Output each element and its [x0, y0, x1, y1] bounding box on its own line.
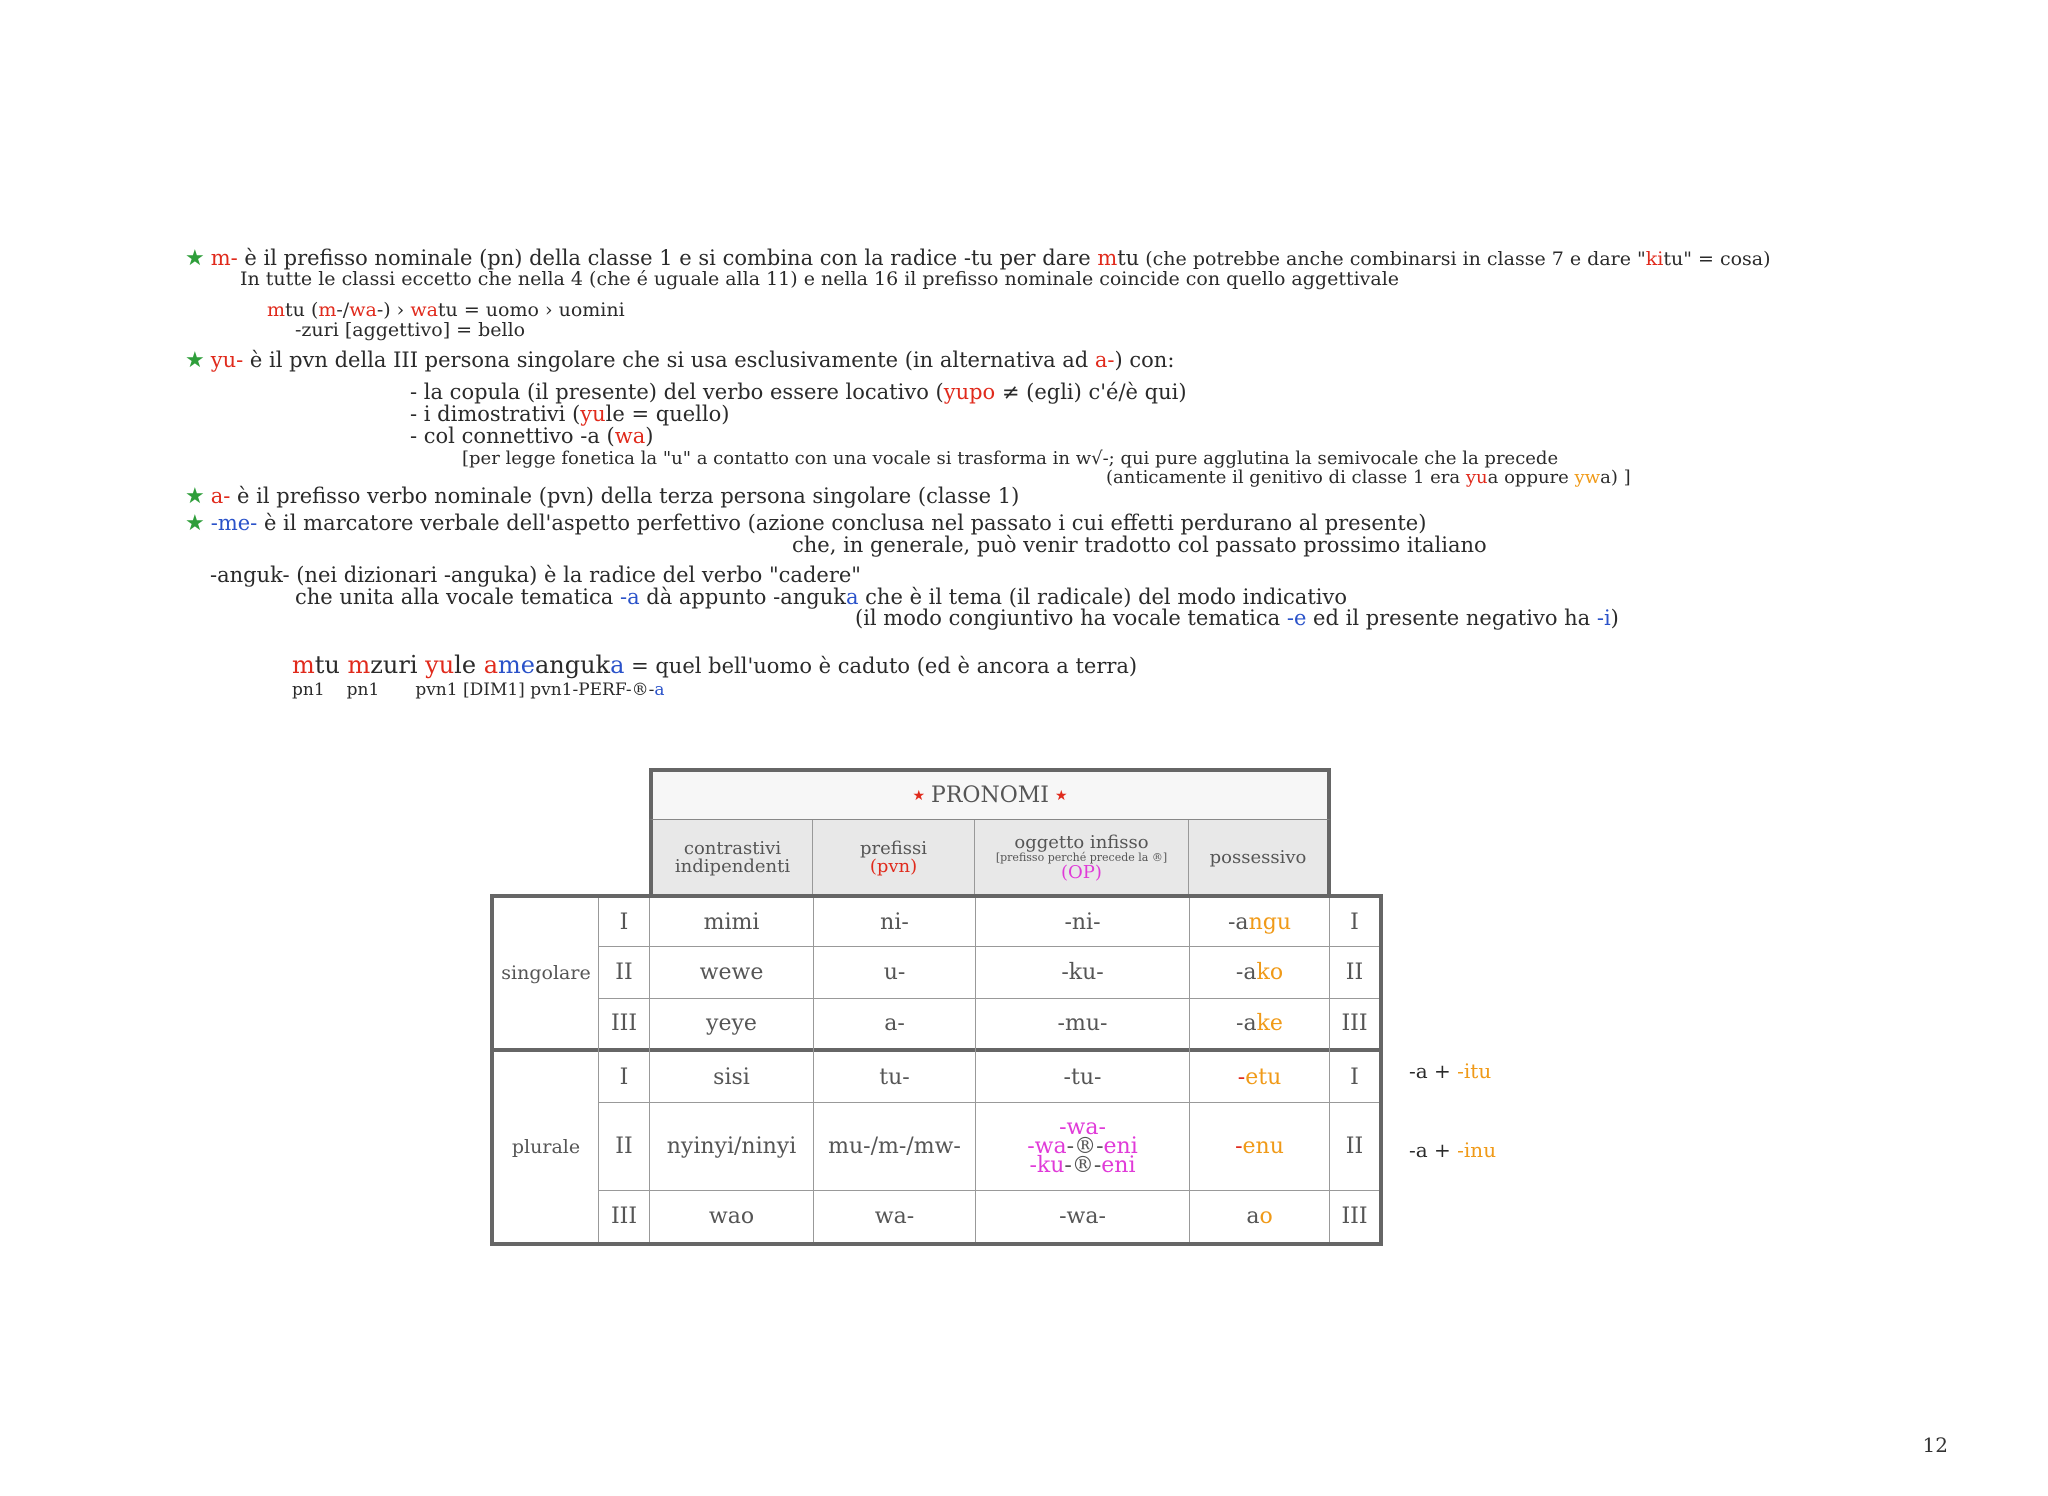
text: è il pvn della III persona singolare che si usa esclusivamente (in alternativa ad: [243, 348, 1095, 372]
header-label: indipendenti: [674, 856, 791, 877]
text: (che potrebbe anche combinarsi in classe 7 e dare ": [1139, 248, 1646, 270]
prefix-highlight: m: [267, 299, 286, 321]
marker-highlight: -me-: [210, 511, 258, 535]
prefix-highlight: yu: [1465, 467, 1488, 488]
text: - col connettivo -a (: [410, 424, 615, 448]
prefix-highlight: wa: [614, 424, 646, 448]
gloss-word: pvn1 [DIM1] pvn1-PERF-®-: [415, 680, 655, 700]
group-label-singolare: singolare: [501, 962, 591, 984]
vowel-highlight: -e: [1286, 606, 1307, 630]
possessive-suffix: o: [1259, 1204, 1273, 1229]
object-infix: -ni-: [1064, 909, 1101, 935]
object-infix: -mu-: [1057, 1011, 1108, 1036]
text: tu: [314, 651, 348, 679]
table-title: [649, 768, 1331, 820]
infix-part: -®-: [1066, 1134, 1104, 1159]
note-line-4: -zuri [aggettivo] = bello: [295, 319, 526, 341]
possessive-base: -a: [1235, 960, 1257, 985]
contrastive-pronoun: nyinyi/ninyi: [666, 1134, 797, 1159]
text: (il modo congiuntivo ha vocale tematica: [855, 606, 1287, 630]
text: per dare: [992, 246, 1098, 270]
contrastive-pronoun: wao: [708, 1204, 755, 1229]
text: tu (: [285, 299, 319, 321]
prefix-highlight: a: [483, 651, 498, 679]
possessive-suffix: ko: [1256, 960, 1284, 985]
note-line-13: che, in generale, può venir tradotto col passato prossimo italiano: [792, 533, 1487, 557]
object-infix: -wa-: [1059, 1204, 1106, 1229]
text: ed il presente negativo ha: [1306, 606, 1597, 630]
text: - la copula (il presente) del verbo essere locativo (: [410, 380, 944, 404]
prefix-highlight: yw: [1574, 467, 1601, 488]
possessive-base: -a: [1236, 1011, 1257, 1036]
possessive-suffix: ke: [1256, 1011, 1283, 1036]
prefix-highlight: yu-: [210, 348, 244, 372]
contrastive-pronoun: yeye: [706, 1011, 757, 1036]
possessive-base: -: [1237, 1064, 1246, 1090]
infix-part: eni: [1103, 1134, 1138, 1159]
text: (anticamente il genitivo di classe 1 era: [1106, 467, 1466, 488]
note-line-11: [185, 484, 1019, 509]
text: le = quello): [605, 402, 730, 426]
row-number: I: [619, 1064, 629, 1090]
text: le: [454, 651, 484, 679]
possessive-base: a: [1246, 1204, 1260, 1229]
prefix-highlight: m: [292, 651, 315, 679]
text: ): [1610, 606, 1619, 630]
row-number: III: [610, 1204, 638, 1229]
row-number-right: II: [1345, 960, 1364, 985]
gloss-word: a: [654, 680, 665, 700]
prefix-highlight: a-: [1094, 348, 1115, 372]
row-number-right: I: [1350, 1064, 1359, 1090]
star-icon: ★: [185, 246, 205, 271]
header-oggetto: [975, 820, 1189, 896]
text: che è il tema (il radicale) del modo indicativo: [858, 585, 1347, 609]
side-note-base: -a +: [1409, 1059, 1458, 1083]
text: tu = uomo › uomini: [437, 299, 625, 321]
possessive-suffix: enu: [1242, 1134, 1284, 1159]
note-line-8: [410, 424, 653, 448]
prefix-highlight: yupo: [943, 380, 996, 404]
note-line-2: In tutte le classi eccetto che nella 4 (che é uguale alla 11) e nella 16 il prefisso nominale coincide con quello aggettivale: [240, 268, 1400, 290]
page-number: 12: [1922, 1433, 1948, 1457]
note-line-3: [267, 299, 625, 321]
prefix-highlight: m: [347, 651, 371, 679]
note-line-10: [1106, 467, 1631, 488]
prefix-highlight: wa: [410, 299, 438, 321]
object-infix-form: [1029, 1153, 1136, 1178]
text: " = cosa): [1683, 248, 1771, 270]
row-number-right: III: [1341, 1204, 1368, 1229]
star-icon: ★: [185, 348, 205, 373]
object-infix-form: -wa-: [1059, 1115, 1106, 1140]
possessive: [1190, 1191, 1329, 1242]
note-line-16: [855, 606, 1619, 630]
prefix-highlight: m: [1097, 246, 1118, 270]
header-label: possessivo: [1209, 847, 1307, 868]
header-possessivo: [1189, 820, 1327, 896]
row-number: II: [615, 960, 633, 985]
vowel-highlight: a: [845, 585, 859, 609]
row-number-right: III: [1341, 1011, 1368, 1036]
side-note-suffix: -inu: [1457, 1138, 1497, 1162]
possessive-suffix: ngu: [1248, 909, 1291, 935]
text: - i dimostrativi (: [410, 402, 581, 426]
row-number-right: I: [1350, 909, 1359, 935]
note-line-7: [410, 402, 729, 426]
gloss-word: pn1: [292, 680, 325, 700]
prefix-highlight: m: [318, 299, 337, 321]
side-note: [1409, 1059, 1491, 1083]
infix-part: -®-: [1064, 1153, 1102, 1178]
example-sentence: [292, 651, 1137, 679]
translation: = quel bell'uomo è caduto (ed è ancora a terra): [624, 654, 1138, 678]
text: dà appunto -anguk: [639, 585, 846, 609]
star-icon: ★: [185, 511, 205, 536]
possessive: [1190, 898, 1329, 946]
verbal-prefix: mu-/m-/mw-: [828, 1134, 961, 1159]
text: tu: [1117, 246, 1140, 270]
text: è il marcatore verbale dell'aspetto perfettivo (azione conclusa nel passato i cui effetti perdurano al presente): [257, 511, 1427, 535]
object-infix: -ku-: [1061, 960, 1104, 985]
prefix-m: m-: [210, 246, 238, 270]
row-number: II: [615, 1134, 633, 1159]
gloss-word: pn1: [346, 680, 380, 700]
verbal-prefix: ni-: [880, 909, 909, 935]
text: zuri: [370, 651, 426, 679]
possessive: [1190, 1052, 1329, 1102]
text: ) con:: [1114, 348, 1175, 372]
verbal-prefix: wa-: [874, 1204, 915, 1229]
star-icon: ★: [1054, 787, 1068, 804]
infix-part: eni: [1101, 1153, 1136, 1178]
text: ): [645, 424, 654, 448]
side-note-base: -a +: [1409, 1138, 1458, 1162]
text: a) ]: [1600, 467, 1631, 488]
infix-part: -ku: [1029, 1153, 1065, 1178]
header-prefissi: [813, 820, 975, 896]
possessive: [1190, 1103, 1329, 1190]
side-note: [1409, 1138, 1496, 1162]
header-label: [prefisso perché precede la ®]: [995, 851, 1168, 864]
text: -/: [336, 299, 350, 321]
note-line-14: -anguk- (nei dizionari -anguka) è la radice del verbo "cadere": [210, 563, 861, 587]
text: tu: [1663, 248, 1684, 270]
prefix-highlight: ki: [1645, 248, 1664, 270]
text: a oppure: [1487, 467, 1575, 488]
prefix-highlight: yu: [580, 402, 606, 426]
row-number: I: [619, 909, 629, 935]
object-infix: [976, 1103, 1189, 1190]
text: anguk: [534, 651, 611, 679]
contrastive-pronoun: mimi: [703, 909, 760, 935]
side-note-suffix: -itu: [1457, 1059, 1492, 1083]
note-line-9: [per legge fonetica la "u" a contatto con una vocale si trasforma in w√-; qui pure agglutina la semivocale che la precede: [462, 448, 1559, 469]
text: è il prefisso nominale (pn) della classe 1 e si combina con la radice: [237, 246, 964, 270]
example-gloss: [292, 680, 665, 700]
text: -tu: [963, 246, 993, 270]
prefix-highlight: wa: [349, 299, 377, 321]
row-number: III: [610, 1011, 638, 1036]
table-title-text: PRONOMI: [931, 783, 1049, 808]
verbal-prefix: u-: [883, 960, 906, 985]
group-label-plurale: plurale: [511, 1136, 581, 1158]
verbal-prefix: a-: [884, 1011, 905, 1036]
possessive-base: -: [1235, 1134, 1243, 1159]
contrastive-pronoun: sisi: [713, 1064, 750, 1090]
text: che unita alla vocale tematica: [295, 585, 620, 609]
contrastive-pronoun: wewe: [699, 960, 764, 985]
header-label: contrastivi: [683, 838, 782, 859]
text: ≠ (egli) c'é/è qui): [995, 380, 1187, 404]
verbal-prefix: tu-: [879, 1064, 910, 1090]
vowel-highlight: -a: [619, 585, 640, 609]
note-line-5: [185, 348, 1174, 373]
star-icon: ★: [912, 787, 926, 804]
vowel-highlight: a: [610, 651, 625, 679]
possessive-suffix: etu: [1245, 1064, 1282, 1090]
text: -) ›: [376, 299, 411, 321]
prefix-highlight: a-: [210, 484, 231, 508]
vowel-highlight: -i: [1596, 606, 1611, 630]
possessive-base: -a: [1228, 909, 1249, 935]
header-label: (OP): [1061, 862, 1102, 883]
marker-highlight: me: [498, 651, 535, 679]
prefix-highlight: yu: [425, 651, 455, 679]
possessive: [1190, 999, 1329, 1048]
infix-part: -wa: [1027, 1134, 1067, 1159]
object-infix: -tu-: [1063, 1064, 1102, 1090]
header-contrastivi: [653, 820, 813, 896]
note-line-6: [410, 380, 1187, 404]
row-number-right: II: [1345, 1134, 1364, 1159]
header-label: oggetto infisso: [1014, 832, 1149, 853]
star-icon: ★: [185, 484, 205, 509]
header-label: (pvn): [869, 856, 918, 877]
possessive: [1190, 947, 1329, 998]
header-label: prefissi: [859, 838, 928, 859]
text: è il prefisso verbo nominale (pvn) della terza persona singolare (classe 1): [230, 484, 1020, 508]
